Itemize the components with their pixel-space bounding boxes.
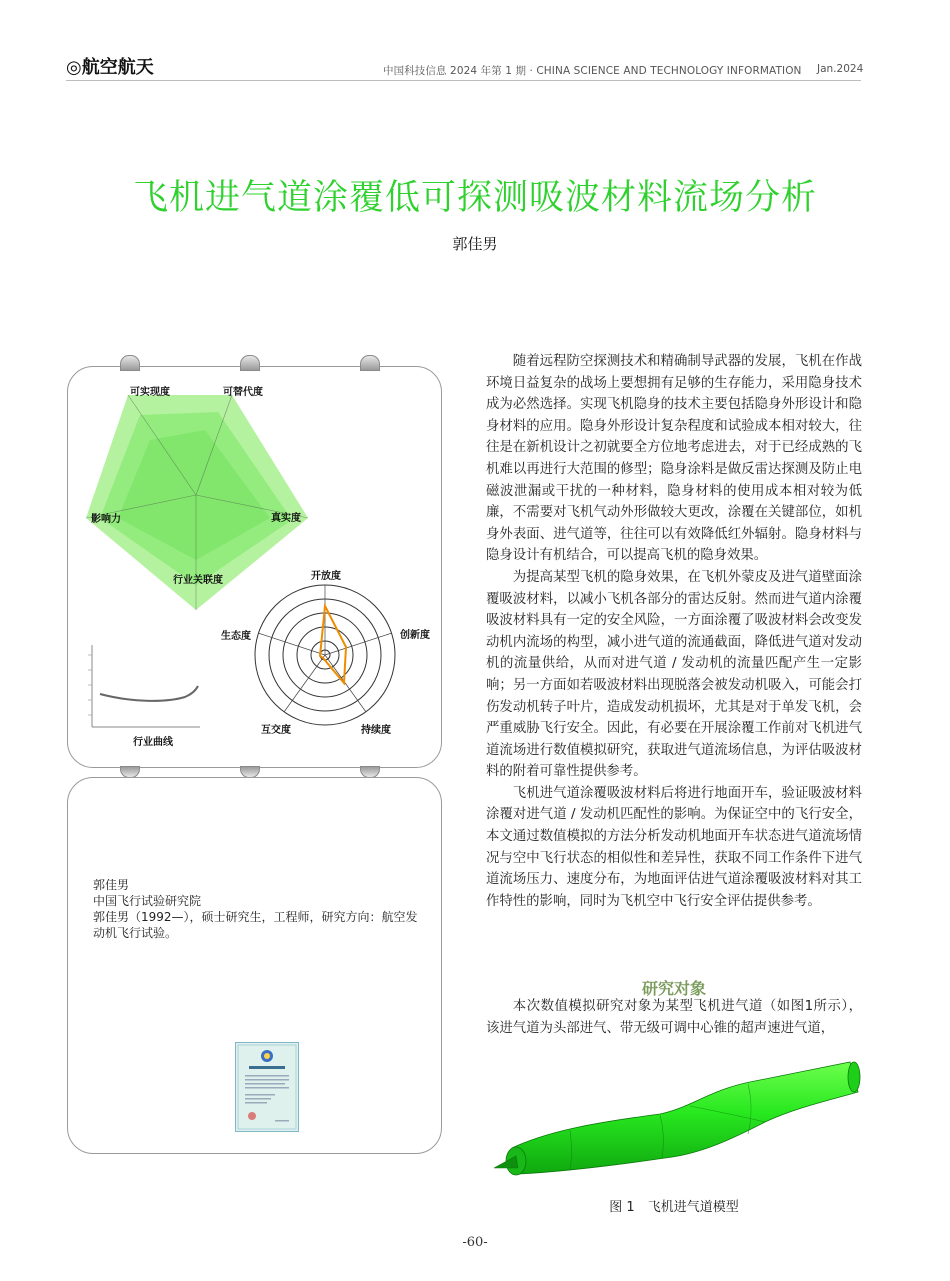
section-heading: 研究对象: [641, 979, 706, 998]
radar-label: 互交度: [261, 725, 291, 736]
pentagon-label: 真实度: [271, 513, 301, 524]
author-bio: [93, 877, 428, 941]
paragraph: 为提高某型飞机的隐身效果，在飞机外蒙皮及进气道壁面涂覆吸波材料，以减小飞机各部分的雷达反射。然而进气道内涂覆吸波材料具有一定的安全风险，一方面涂覆了吸波材料会改变发动机内流场的构型，减小进气道的流通截面，降低进气道对发动机的流量供给，从而对进气道 / 发动机的流量匹配产生一定影响；另一方面如若吸波材料出现脱落会被发动机吸入，可能会打伤发动机转子叶片，造成发动机损坏，尤其是对于单发飞机，会严重威胁飞行安全。因此，有必要在开展涂覆工作前对飞机进气道流场进行数值模拟研究，获取进气道流场信息，为评估吸波材料的附着可靠性提供参考。: [486, 569, 862, 780]
bio-name: 郭佳男: [93, 878, 130, 892]
article-author: 郭佳男: [452, 235, 498, 253]
paragraph: 飞机进气道涂覆吸波材料后将进行地面开车，验证吸波材料涂覆对进气道 / 发动机匹配性的影响。为保证空中的飞行安全，本文通过数值模拟的方法分析发动机地面开车状态进气道流场情况与空中飞行状态的相似性和差异性，获取不同工作条件下进气道流场压力、速度分布，为地面评估进气道涂覆吸波材料对其工作特性的影响，同时为飞机空中飞行安全评估提供参考。: [486, 785, 862, 909]
article-title: 飞机进气道涂覆低可探测吸波材料流场分析: [132, 178, 817, 218]
paragraph: 本次数值模拟研究对象为某型飞机进气道（如图1所示），该进气道为头部进气、带无级可调中心锥的超声速进气道，: [486, 999, 862, 1036]
page-number: -60-: [462, 1235, 488, 1250]
figure-caption: 图 1 飞机进气道模型: [609, 1200, 739, 1215]
pentagon-label: 行业关联度: [173, 575, 223, 586]
journal-info: 中国科技信息 2024 年第 1 期 · CHINA SCIENCE AND TECHNOLOGY INFORMATION: [383, 65, 802, 77]
radar-label: 生态度: [221, 631, 251, 642]
industry-curve: [100, 686, 198, 701]
radar-label: 开放度: [311, 571, 341, 582]
radar-label: 创新度: [400, 630, 430, 641]
industry-chart: [88, 645, 200, 748]
certificate-image: [235, 1042, 299, 1132]
industry-chart-label: 行业曲线: [133, 737, 173, 748]
pentagon-label: 可替代度: [223, 387, 263, 398]
pentagon-label: 可实现度: [130, 387, 170, 398]
body-column: [486, 351, 862, 912]
radar-label: 持续度: [361, 725, 391, 736]
body-column-2: [486, 996, 862, 1039]
intake-exit: [848, 1062, 860, 1092]
pentagon-label: 影响力: [91, 514, 121, 525]
intake-model-figure: [490, 1050, 870, 1190]
radar-chart: [221, 569, 430, 736]
bio-org: 中国飞行试验研究院: [93, 894, 202, 908]
radar-series: [320, 606, 346, 683]
paragraph: 随着远程防空探测技术和精确制导武器的发展，飞机在作战环境日益复杂的战场上要想拥有足够的生存能力，采用隐身技术成为必然选择。实现飞机隐身的技术主要包括隐身外形设计和隐身材料的应用。隐身外形设计复杂程度和试验成本相对较大，往往是在新机设计之初就要全方位地考虑进去，对于已经成熟的飞机难以再进行大范围的修型；隐身涂料是做反雷达探测及防止电磁波泄漏或干扰的一种材料，隐身材料的使用成本相对较为低廉，不需要对飞机气动外形做较大更改，涂覆在关键部位，如机身外表面、进气道等，往往可以有效降低红外辐射。隐身材料与隐身设计有机结合，可以提高飞机的隐身效果。: [486, 354, 862, 564]
journal-date: Jan.2024: [817, 63, 864, 75]
section-tag: ◎航空航天: [66, 57, 154, 78]
intake-body: [512, 1062, 858, 1174]
bio-desc: 郭佳男（1992—），硕士研究生，工程师，研究方向：航空发动机飞行试验。: [93, 910, 418, 940]
